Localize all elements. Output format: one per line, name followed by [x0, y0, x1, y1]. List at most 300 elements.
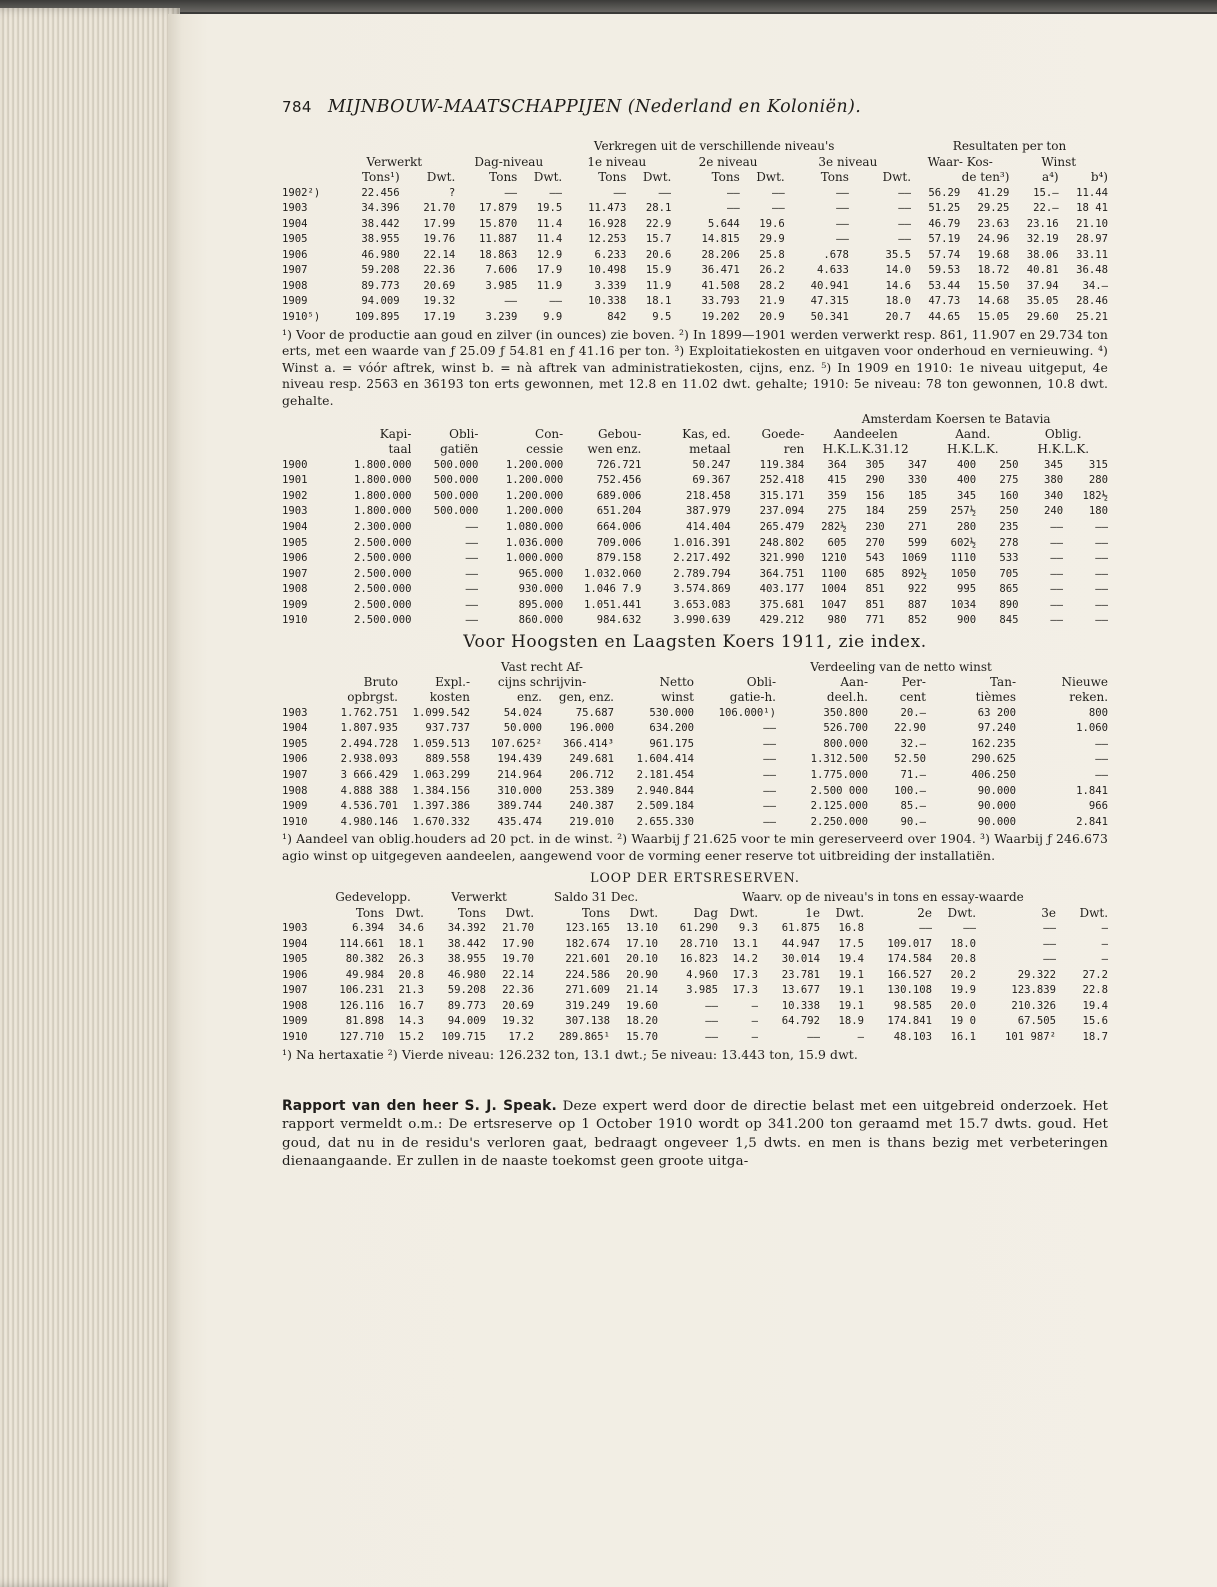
- col-header: Tons: [581, 905, 611, 920]
- col-header: H.K.L.K.31.12: [822, 442, 909, 457]
- row-year: 1900: [282, 458, 308, 471]
- table-cell: 289.865¹: [558, 1030, 611, 1043]
- table-cell: 240: [1044, 505, 1064, 518]
- table-cell: 2.125.000: [810, 800, 868, 813]
- table-cell: 16.8: [838, 922, 865, 935]
- table-cell: 1.800.000: [354, 474, 412, 487]
- table-cell: 290: [865, 474, 885, 487]
- table-cell: 18.72: [977, 264, 1010, 277]
- table-cell: 24.96: [977, 233, 1010, 246]
- table-cell: 364.751: [759, 567, 805, 580]
- table-cell: 1.060: [1076, 722, 1109, 735]
- table-cell: 19.6: [759, 217, 785, 230]
- table-cell: 15.—: [1033, 186, 1059, 199]
- row-year: 1908: [282, 583, 308, 596]
- table-cell: 54.024: [503, 706, 542, 719]
- table-cell: 252.418: [759, 474, 805, 487]
- table-cell: 366.414³: [562, 737, 614, 750]
- scan-top-edge: [0, 0, 1217, 12]
- ore-reserves-title: LOOP DER ERTSRESERVEN.: [590, 870, 800, 886]
- table-cell: 18 41: [1076, 202, 1108, 215]
- table-cell: 184: [865, 505, 885, 518]
- table-cell: 3.985: [485, 279, 518, 292]
- table-cell: 359: [827, 489, 847, 502]
- table-cell: 1.384.156: [412, 784, 470, 797]
- table-cell: 33.11: [1076, 248, 1108, 261]
- table-cell: 984.632: [596, 614, 642, 627]
- table-cell: 35.05: [1026, 295, 1059, 308]
- table-cell: 270: [865, 536, 885, 549]
- table-cell: 123.165: [565, 922, 611, 935]
- col-header: Oblig.: [1044, 426, 1082, 441]
- table-cell: 543: [865, 552, 885, 565]
- table-cell: 174.584: [887, 953, 933, 966]
- col-header: gatie-h.: [729, 690, 776, 705]
- table-cell: ——: [1050, 536, 1064, 549]
- table-cell: 271.609: [565, 984, 611, 997]
- table-cell: ——: [549, 186, 563, 199]
- table-cell: 41.508: [701, 279, 740, 292]
- table-cell: 57.74: [928, 248, 961, 261]
- table-cell: 97.240: [977, 722, 1016, 735]
- table-cell: ——: [836, 217, 849, 230]
- table-cell: 1.016.391: [673, 536, 731, 549]
- table-cell: 57.19: [928, 233, 961, 246]
- table-cell: ——: [727, 186, 740, 199]
- koersen-group-header: Amsterdam Koersen te Batavia: [861, 411, 1051, 426]
- table-cell: 19.70: [502, 953, 535, 966]
- table-cell: 230: [865, 520, 885, 533]
- table-cell: 500.000: [433, 505, 479, 518]
- table-cell: 237.094: [759, 505, 805, 518]
- col-header: Dwt.: [756, 170, 785, 185]
- col-header: wen enz.: [587, 442, 642, 457]
- table-cell: 17.19: [423, 311, 456, 324]
- table-cell: 3.574.869: [673, 583, 731, 596]
- table-cell: 14.68: [977, 295, 1010, 308]
- table-cell: ——: [836, 202, 849, 215]
- table-cell: 11.9: [536, 279, 563, 292]
- table-cell: 387.979: [685, 505, 731, 518]
- table-cell: 278: [999, 536, 1019, 549]
- col-header: cijns schrijvin-: [497, 675, 587, 690]
- table-cell: 53.44: [928, 279, 961, 292]
- table-cell: 1.670.332: [412, 815, 470, 828]
- table-cell: 22.456: [361, 186, 400, 199]
- row-year: 1909: [282, 295, 308, 308]
- table-cell: 14.0: [885, 264, 912, 277]
- table-cell: 80.382: [345, 953, 384, 966]
- table-cell: 1050: [950, 567, 977, 580]
- col-header: H.K.L.K.: [1037, 442, 1090, 457]
- table-cell: 435.474: [497, 815, 542, 828]
- table-cell: 119.384: [759, 458, 805, 471]
- table-cell: ——: [771, 202, 785, 215]
- table-cell: 36.471: [701, 264, 740, 277]
- col-header: Verwerkt: [451, 890, 507, 905]
- table-cell: 235: [999, 520, 1019, 533]
- col-header: Tons: [457, 905, 486, 920]
- table-cell: 38.442: [447, 937, 486, 950]
- col-header: Dag: [693, 905, 719, 920]
- row-year: 1907: [282, 567, 308, 580]
- table-cell: 13.1: [732, 937, 759, 950]
- col-header: enz.: [517, 690, 542, 705]
- table-cell: 403.177: [759, 583, 805, 596]
- col-header: Dwt.: [426, 170, 456, 185]
- table-cell: 18.1: [645, 295, 672, 308]
- table-cell: 22.14: [423, 248, 456, 261]
- table-cell: 15.2: [398, 1030, 424, 1043]
- table-cell: 965.000: [518, 567, 564, 580]
- table-cell: 20.69: [423, 279, 456, 292]
- table-row: [282, 999, 1108, 1015]
- table-cell: 32.—: [900, 737, 926, 750]
- col-header: Tons: [489, 170, 518, 185]
- koers-note: Voor Hoogsten en Laagsten Koers 1911, zie index.: [463, 631, 927, 652]
- table-cell: 38.955: [361, 233, 400, 246]
- table-cell: 46.980: [361, 248, 400, 261]
- table-cell: 11.887: [479, 233, 518, 246]
- table-cell: ——: [763, 815, 776, 828]
- table-cell: 842: [607, 311, 627, 324]
- table-cell: ——: [1050, 583, 1064, 596]
- row-year: 1906: [282, 248, 308, 261]
- table-cell: 937.737: [425, 722, 470, 735]
- table-cell: 17.9: [536, 264, 563, 277]
- table-cell: 28.1: [645, 202, 672, 215]
- table-cell: ——: [1043, 953, 1057, 966]
- table-cell: 14.2: [732, 953, 759, 966]
- table-cell: ——: [1095, 768, 1109, 781]
- table-cell: 61.290: [679, 922, 719, 935]
- table-cell: 2.841: [1076, 815, 1109, 828]
- table-cell: 19.60: [626, 999, 659, 1012]
- table-cell: ——: [836, 233, 849, 246]
- table-cell: 28.206: [701, 248, 740, 261]
- table-cell: 162.235: [971, 737, 1016, 750]
- table-row: [282, 232, 1108, 248]
- col-header: tièmes: [975, 690, 1016, 705]
- table-cell: 3.239: [485, 311, 518, 324]
- table-cell: ——: [1043, 922, 1057, 935]
- col-header: Dwt.: [642, 170, 672, 185]
- table-cell: 4.960: [686, 968, 719, 981]
- table-cell: 21.9: [759, 295, 785, 308]
- table-cell: ——: [504, 295, 518, 308]
- table-row: [282, 263, 1108, 279]
- table-cell: 185: [907, 489, 928, 502]
- col-header: Tons: [598, 170, 627, 185]
- table-cell: 599: [907, 536, 928, 549]
- table-cell: ?: [448, 186, 456, 199]
- col-header: Expl.-: [435, 675, 470, 690]
- table-cell: ——: [1095, 753, 1109, 766]
- table-cell: 280: [956, 520, 977, 533]
- table-cell: —: [751, 1015, 759, 1028]
- table-cell: 28.2: [759, 279, 785, 292]
- table-cell: 259: [907, 505, 928, 518]
- table-cell: 1.032.060: [583, 567, 642, 580]
- table-cell: 602½: [950, 536, 977, 549]
- table-cell: 930.000: [518, 583, 564, 596]
- row-year: 1903: [282, 202, 308, 215]
- table-cell: 2.655.330: [636, 815, 694, 828]
- table-cell: 1.200.000: [505, 489, 564, 502]
- profit-table: [282, 660, 1108, 831]
- profit-footnote: [282, 831, 1108, 864]
- table-cell: 59.208: [361, 264, 400, 277]
- table-cell: 29.25: [977, 202, 1010, 215]
- table-cell: 156: [865, 489, 885, 502]
- table-cell: ——: [836, 186, 849, 199]
- table-cell: 526.700: [823, 722, 868, 735]
- table-row: [282, 582, 1108, 598]
- table-cell: 709.006: [596, 536, 642, 549]
- table-cell: 11.4: [536, 217, 563, 230]
- table-cell: 2.938.093: [340, 753, 398, 766]
- table-cell: 36.48: [1076, 264, 1108, 277]
- table-cell: ——: [771, 186, 785, 199]
- table-cell: 28.97: [1076, 233, 1108, 246]
- table-cell: 67.505: [1017, 1015, 1057, 1028]
- table-cell: 17.5: [838, 937, 865, 950]
- table-cell: 22.8: [1082, 984, 1109, 997]
- table-cell: 27.2: [1082, 968, 1109, 981]
- col-header: Obli-: [449, 426, 479, 441]
- table-cell: 307.138: [565, 1015, 611, 1028]
- col-header: Dwt.: [882, 170, 912, 185]
- table-cell: 414.404: [685, 520, 731, 533]
- row-year: 1908: [282, 999, 308, 1012]
- table-cell: ——: [465, 583, 479, 596]
- table-cell: 11.44: [1076, 186, 1108, 199]
- table-cell: 380: [1044, 474, 1064, 487]
- row-year: 1903: [282, 706, 308, 719]
- table-cell: 400: [956, 474, 977, 487]
- table-cell: 22.36: [502, 984, 535, 997]
- col-header: Dwt.: [1079, 905, 1109, 920]
- table-cell: 2.940.844: [636, 784, 694, 797]
- ore-reserves-table: [282, 890, 1108, 1045]
- row-year: 1904: [282, 937, 308, 950]
- vast-recht-header: Vast recht Af-: [501, 659, 583, 674]
- table-cell: 40.941: [810, 279, 849, 292]
- table-cell: 16.1: [950, 1030, 977, 1043]
- production-group-header: Verkregen uit de verschillende niveau's: [593, 139, 835, 154]
- table-cell: 2.500.000: [354, 567, 412, 580]
- col-header: Tons: [820, 170, 849, 185]
- table-cell: 10.498: [588, 264, 627, 277]
- table-cell: 15.9: [645, 264, 672, 277]
- row-year: 1905: [282, 233, 308, 246]
- table-cell: ——: [763, 768, 776, 781]
- table-cell: 21.70: [502, 922, 535, 935]
- table-row: [282, 815, 1108, 831]
- table-cell: 240.387: [569, 800, 614, 813]
- production-footnote: [282, 327, 1108, 410]
- table-cell: 224.586: [565, 968, 611, 981]
- col-header: reken.: [1069, 690, 1109, 705]
- table-cell: 17.10: [626, 937, 659, 950]
- table-cell: 126.116: [339, 999, 384, 1012]
- table-cell: 533: [999, 552, 1019, 565]
- table-row: [282, 768, 1108, 784]
- table-cell: 90.000: [977, 800, 1016, 813]
- table-cell: 892½: [901, 567, 928, 580]
- row-year: 1904: [282, 217, 308, 230]
- table-cell: 980: [827, 614, 847, 627]
- row-year: 1910: [282, 815, 308, 828]
- table-cell: 2.500.000: [354, 552, 412, 565]
- col-header: kosten: [429, 690, 470, 705]
- table-cell: 26.2: [759, 264, 785, 277]
- table-cell: 107.625²: [490, 737, 542, 750]
- table-cell: 194.439: [497, 753, 542, 766]
- table-row: [282, 294, 1108, 310]
- page-number: 784: [282, 98, 312, 116]
- table-cell: 196.000: [569, 722, 614, 735]
- table-cell: ——: [898, 186, 912, 199]
- table-cell: 961.175: [649, 737, 694, 750]
- table-cell: 3 666.429: [340, 768, 398, 781]
- table-cell: 15.05: [977, 311, 1010, 324]
- production-table: [282, 139, 1108, 325]
- table-cell: 406.250: [971, 768, 1016, 781]
- table-cell: 249.681: [569, 753, 614, 766]
- table-cell: 685: [865, 567, 885, 580]
- table-cell: 20.2: [950, 968, 977, 981]
- table-cell: 18.20: [626, 1015, 659, 1028]
- col-header: gen, enz.: [558, 690, 614, 705]
- table-cell: 4.536.701: [340, 800, 398, 813]
- table-cell: 109.017: [887, 937, 933, 950]
- table-cell: 16.823: [679, 953, 719, 966]
- table-cell: 887: [907, 598, 928, 611]
- row-year: 1905: [282, 536, 308, 549]
- table-cell: 2.250.000: [810, 815, 868, 828]
- table-cell: 13.10: [626, 922, 659, 935]
- table-cell: ——: [898, 233, 912, 246]
- table-cell: 29.322: [1017, 968, 1057, 981]
- table-cell: 37.94: [1026, 279, 1059, 292]
- table-cell: 182½: [1082, 489, 1108, 502]
- table-cell: 23.16: [1026, 217, 1059, 230]
- table-cell: 174.841: [887, 1015, 933, 1028]
- row-year: 1904: [282, 520, 308, 533]
- table-cell: 21.14: [626, 984, 659, 997]
- col-header: Dwt.: [533, 170, 563, 185]
- table-cell: 25.21: [1076, 311, 1108, 324]
- table-cell: 59.53: [928, 264, 961, 277]
- table-cell: ——: [1095, 536, 1108, 549]
- table-cell: ——: [1043, 937, 1057, 950]
- table-cell: 17.879: [479, 202, 518, 215]
- table-cell: ——: [705, 999, 719, 1012]
- table-cell: 315: [1088, 458, 1108, 471]
- table-cell: 90.000: [977, 784, 1016, 797]
- table-row: [282, 799, 1108, 815]
- table-cell: 10.338: [781, 999, 821, 1012]
- table-cell: 20.6: [645, 248, 672, 261]
- col-header: Verwerkt: [366, 154, 423, 169]
- table-cell: 1069: [901, 552, 928, 565]
- table-cell: 23.63: [977, 217, 1010, 230]
- table-cell: 1.051.441: [583, 598, 642, 611]
- col-header: Dwt.: [729, 905, 759, 920]
- table-cell: 2.789.794: [673, 567, 731, 580]
- col-header: 2e: [917, 905, 933, 920]
- table-cell: 11.9: [645, 279, 672, 292]
- table-cell: 19 0: [950, 1015, 977, 1028]
- table-cell: 18.7: [1082, 1030, 1109, 1043]
- table-cell: 34.396: [361, 202, 400, 215]
- row-year: 1910: [282, 614, 308, 627]
- table-cell: 726.721: [596, 458, 642, 471]
- table-cell: 1.800.000: [354, 489, 412, 502]
- row-year: 1907: [282, 264, 308, 277]
- table-cell: 6.233: [594, 248, 627, 261]
- table-cell: ——: [1050, 552, 1064, 565]
- col-header: 3e: [1041, 905, 1057, 920]
- row-year: 1906: [282, 552, 308, 565]
- table-cell: 1.775.000: [810, 768, 868, 781]
- table-cell: 2.500.000: [354, 614, 412, 627]
- table-cell: 2.500.000: [354, 583, 412, 596]
- table-cell: 689.006: [596, 489, 642, 502]
- table-cell: 530.000: [649, 706, 694, 719]
- table-cell: ——: [1050, 520, 1064, 533]
- table-cell: 1.200.000: [505, 474, 564, 487]
- table-cell: —: [857, 1030, 865, 1043]
- table-cell: 20.90: [626, 968, 659, 981]
- table-cell: ——: [549, 295, 563, 308]
- table-cell: 20.8: [398, 968, 424, 981]
- table-cell: 166.527: [887, 968, 933, 981]
- table-cell: ——: [1050, 614, 1064, 627]
- table-cell: 182.674: [565, 937, 611, 950]
- table-cell: ——: [727, 202, 740, 215]
- table-cell: 106.000¹): [718, 706, 776, 719]
- table-cell: 705: [999, 567, 1019, 580]
- col-header: Netto: [659, 675, 694, 690]
- table-cell: 752.456: [596, 474, 642, 487]
- table-row: [282, 721, 1108, 737]
- table-cell: 1.059.513: [412, 737, 470, 750]
- table-cell: 29.60: [1026, 311, 1059, 324]
- table-row: [282, 784, 1108, 800]
- table-cell: 1.046 7.9: [583, 583, 642, 596]
- table-cell: 315.171: [759, 489, 805, 502]
- table-cell: 4.633: [817, 264, 849, 277]
- table-cell: 20.9: [759, 311, 785, 324]
- table-cell: ——: [465, 520, 479, 533]
- table-cell: 319.249: [565, 999, 611, 1012]
- col-header: Per-: [901, 675, 926, 690]
- table-cell: 19.76: [423, 233, 456, 246]
- row-year: 1909: [282, 800, 308, 813]
- table-row: [282, 310, 1108, 326]
- table-cell: ——: [1095, 567, 1108, 580]
- table-cell: 16.7: [398, 999, 424, 1012]
- table-cell: 429.212: [759, 614, 805, 627]
- table-cell: 14.6: [885, 279, 912, 292]
- table-cell: 38.06: [1026, 248, 1059, 261]
- table-cell: ——: [465, 567, 479, 580]
- table-row: [282, 613, 1108, 629]
- col-header: metaal: [689, 442, 731, 457]
- row-year: 1903: [282, 505, 308, 518]
